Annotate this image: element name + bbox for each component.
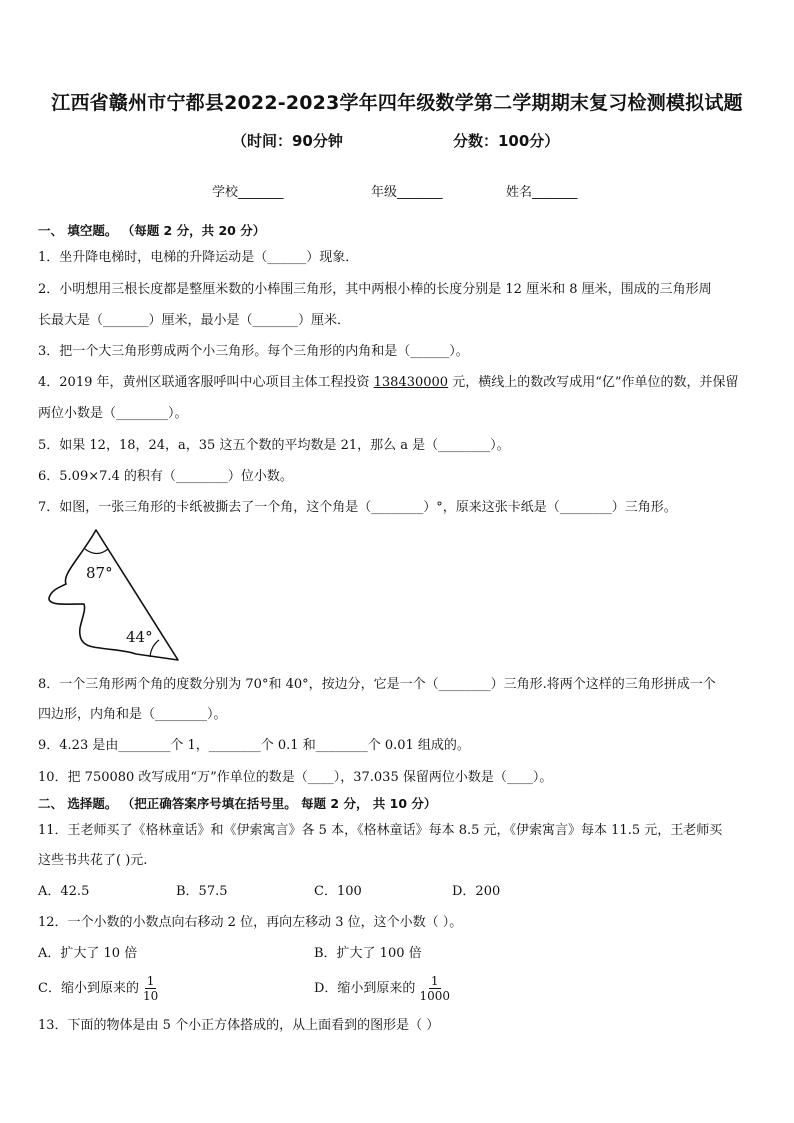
time-limit: （时间：90分钟 — [232, 132, 343, 150]
q11-option-b: B．57.5 — [176, 884, 228, 899]
q12-option-d-text: D．缩小到原来的 — [314, 981, 416, 996]
question-8-line2: 四边形，内角和是（________）。 — [38, 707, 227, 722]
q11-option-a: A．42.5 — [38, 884, 90, 899]
q4-text-b: 元，横线上的数改写成用“亿”作单位的数，并保留 — [448, 375, 739, 390]
q12-option-b: B．扩大了 100 倍 — [314, 946, 422, 961]
total-score: 分数：100分） — [453, 132, 560, 150]
section1-heading: 一、 填空题。 （每题 2 分，共 20 分） — [38, 223, 266, 238]
question-1: 1．坐升降电梯时，电梯的升降运动是（______）现象． — [38, 250, 359, 265]
angle-label-top: 87° — [86, 564, 113, 582]
fraction-numerator: 1 — [146, 974, 155, 988]
fraction-numerator: 1 — [430, 974, 439, 988]
question-2-line2: 长最大是（_______）厘米，最小是（_______）厘米． — [38, 313, 351, 328]
q12-option-a: A．扩大了 10 倍 — [38, 946, 138, 961]
question-3: 3．把一个大三角形剪成两个小三角形。每个三角形的内角和是（______）。 — [38, 344, 469, 359]
grade-field: 年级_______ — [371, 185, 443, 200]
fraction-one-thousandth — [417, 974, 452, 1003]
question-11-line1: 11．王老师买了《格林童话》和《伊索寓言》各 5 本，《格林童话》每本 8.5 元，《伊索寓言》每本 11.5 元，王老师买 — [38, 823, 723, 838]
name-field: 姓名_______ — [506, 185, 578, 200]
q4-underlined-number: 138430000 — [373, 375, 449, 390]
angle-label-right: 44° — [126, 628, 153, 646]
question-5: 5．如果 12，18，24，a，35 这五个数的平均数是 21，那么 a 是（________）。 — [38, 438, 510, 453]
question-13: 13．下面的物体是由 5 个小正方体搭成的，从上面看到的图形是（ ） — [38, 1018, 440, 1033]
question-2-line1: 2．小明想用三根长度都是整厘米数的小棒围三角形，其中两根小棒的长度分别是 12 厘米和 8 厘米，围成的三角形周 — [38, 282, 712, 297]
question-9: 9．4.23 是由________个 1，________个 0.1 和________个 0.01 组成的。 — [38, 738, 470, 753]
question-6: 6．5.09×7.4 的积有（________）位小数。 — [38, 469, 293, 484]
question-4-line1 — [38, 374, 756, 392]
q12-option-c — [38, 974, 160, 1004]
torn-triangle-figure — [40, 524, 190, 666]
question-7: 7．如图，一张三角形的卡纸被撕去了一个角，这个角是（________）°，原来这张卡纸是（________）三角形。 — [38, 500, 677, 515]
section2-heading: 二、 选择题。 （把正确答案序号填在括号里。 每题 2 分， 共 10 分） — [38, 796, 437, 811]
top-angle-arc — [85, 549, 108, 554]
question-12: 12．一个小数的小数点向右移动 2 位，再向左移动 3 位，这个小数（ ）。 — [38, 915, 463, 930]
fraction-one-tenth — [141, 974, 160, 1003]
q11-option-c: C．100 — [314, 884, 362, 899]
q12-option-c-text: C．缩小到原来的 — [38, 981, 139, 996]
fraction-denominator: 1000 — [419, 989, 450, 1003]
school-field: 学校_______ — [212, 185, 284, 200]
q11-option-d: D．200 — [452, 884, 501, 899]
q12-option-d — [314, 974, 452, 1004]
question-4-line2: 两位小数是（________）。 — [38, 406, 188, 421]
q4-text-a: 4．2019 年，黄州区联通客服呼叫中心项目主体工程投资 — [38, 375, 374, 390]
question-11-line2: 这些书共花了( )元. — [38, 853, 148, 868]
exam-title: 江西省赣州市宁都县2022-2023学年四年级数学第二学期期末复习检测模拟试题 — [51, 92, 743, 114]
fraction-denominator: 10 — [142, 989, 159, 1003]
question-10: 10．把 750080 改写成用“万”作单位的数是（____），37.035 保留两位小数是（____）。 — [38, 770, 553, 785]
question-8-line1: 8．一个三角形两个角的度数分别为 70°和 40°，按边分，它是一个（________）三角形.将两个这样的三角形拼成一个 — [38, 677, 716, 692]
